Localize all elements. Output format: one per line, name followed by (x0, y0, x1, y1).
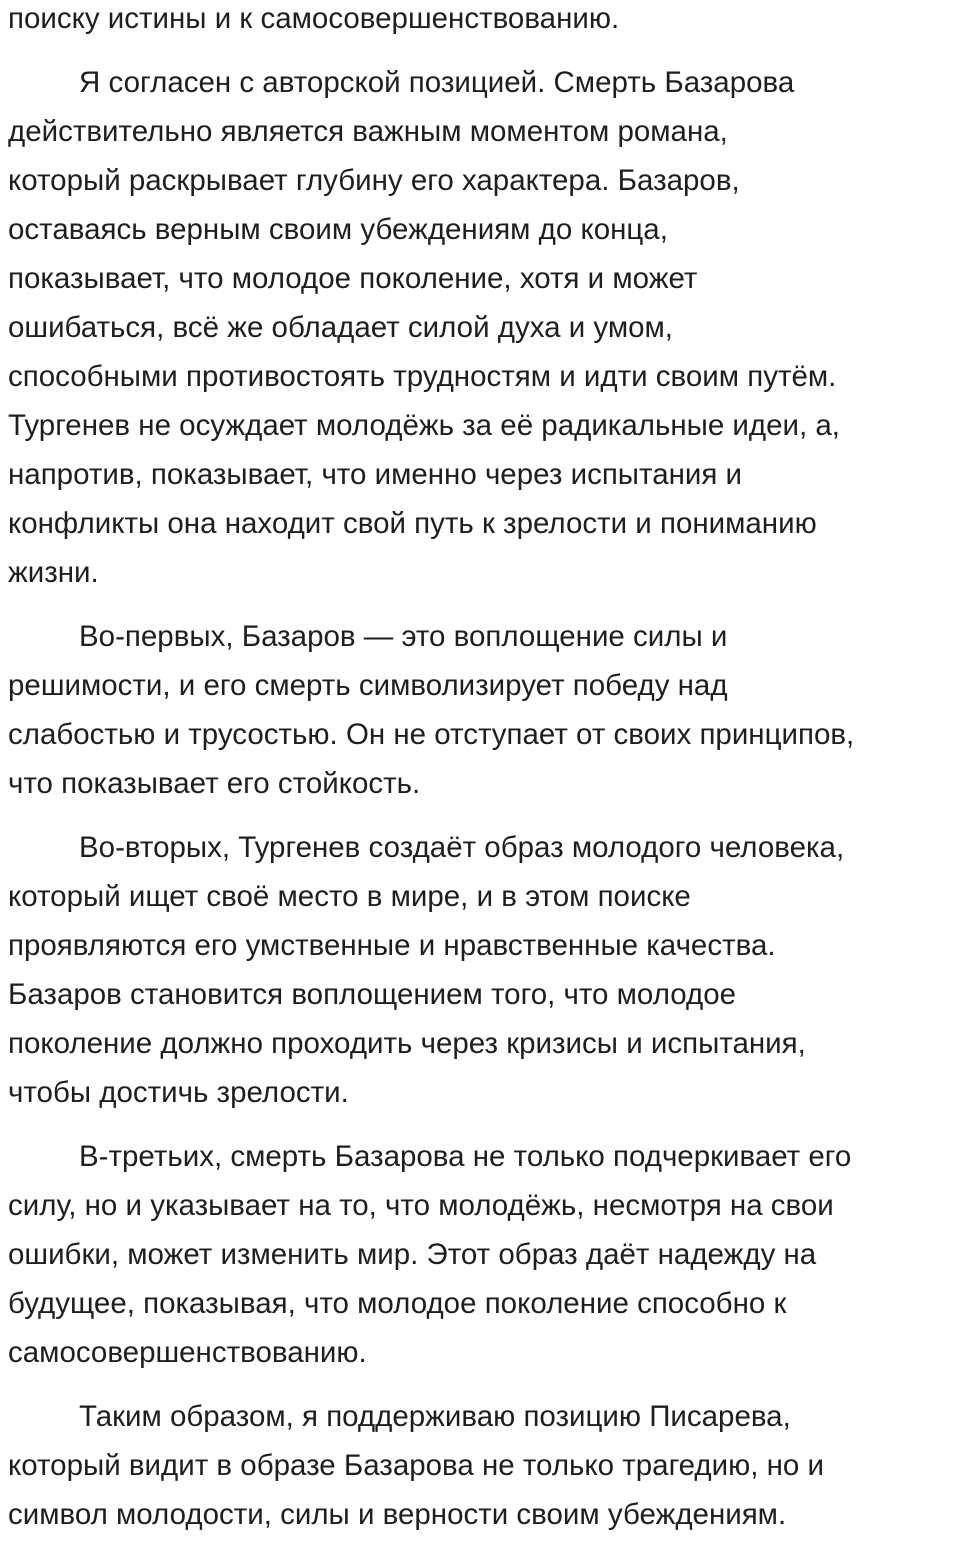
paragraph-second-argument (8, 823, 954, 1117)
paragraph-conclusion (8, 1392, 954, 1539)
text-line: который раскрывает глубину его характера. Базаров, (8, 164, 740, 197)
text-line: способными противостоять трудностям и идти своим путём. (8, 360, 837, 393)
text-line: ошибки, может изменить мир. Этот образ даёт надежду на (8, 1238, 817, 1271)
text-line: Базаров становится воплощением того, что молодое (8, 978, 737, 1011)
text-line: что показывает его стойкость. (8, 767, 421, 800)
text-line: напротив, показывает, что именно через испытания и (8, 458, 743, 491)
paragraph-continuation (8, 0, 954, 43)
text-line: который ищет своё место в мире, и в этом поиске (8, 880, 691, 913)
text-line: жизни. (8, 556, 99, 589)
text-line: поиску истины и к самосовершенствованию. (8, 2, 620, 35)
text-line: решимости, и его смерть символизирует победу над (8, 669, 728, 702)
text-line: оставаясь верным своим убеждениям до конца, (8, 213, 668, 246)
document-page (8, 0, 954, 1554)
text-line: силу, но и указывает на то, что молодёжь, несмотря на свои (8, 1189, 834, 1222)
text-line: Таким образом, я поддерживаю позицию Писарева, (79, 1400, 791, 1433)
text-line: Во-первых, Базаров — это воплощение силы и (79, 620, 728, 653)
text-line: показывает, что молодое поколение, хотя и может (8, 262, 698, 295)
text-line: символ молодости, силы и верности своим убеждениям. (8, 1498, 787, 1531)
text-line: самосовершенствованию. (8, 1336, 367, 1369)
text-line: будущее, показывая, что молодое поколение способно к (8, 1287, 787, 1320)
text-line: поколение должно проходить через кризисы и испытания, (8, 1027, 806, 1060)
paragraph-third-argument (8, 1132, 954, 1377)
text-line: чтобы достичь зрелости. (8, 1076, 349, 1109)
text-line: проявляются его умственные и нравственные качества. (8, 929, 776, 962)
text-line: В-третьих, смерть Базарова не только подчеркивает его (79, 1140, 852, 1173)
text-line: действительно является важным моментом романа, (8, 115, 728, 148)
text-line: конфликты она находит свой путь к зрелости и пониманию (8, 507, 817, 540)
text-line: который видит в образе Базарова не только трагедию, но и (8, 1449, 825, 1482)
text-line: Я согласен с авторской позицией. Смерть Базарова (79, 66, 795, 99)
text-line: слабостью и трусостью. Он не отступает от своих принципов, (8, 718, 855, 751)
text-line: ошибаться, всё же обладает силой духа и умом, (8, 311, 674, 344)
paragraph-first-argument (8, 612, 954, 808)
text-line: Во-вторых, Тургенев создаёт образ молодого человека, (79, 831, 845, 864)
text-line: Тургенев не осуждает молодёжь за её радикальные идеи, а, (8, 409, 841, 442)
paragraph-author-position (8, 58, 954, 597)
